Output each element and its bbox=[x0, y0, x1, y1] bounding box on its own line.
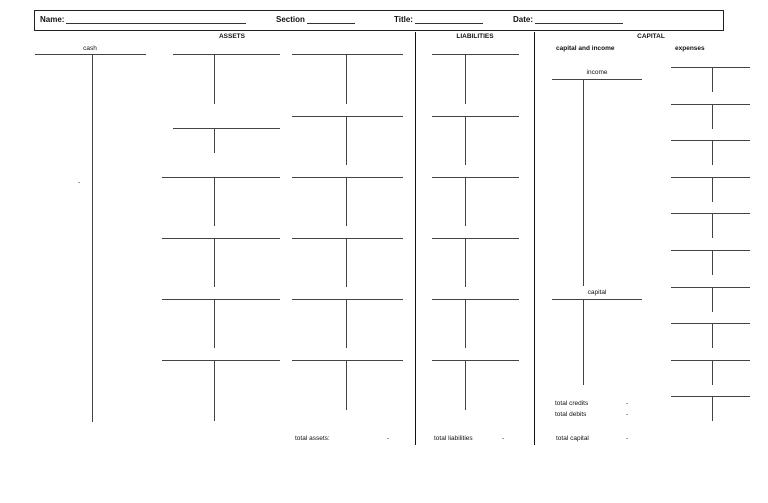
expense-account-rule bbox=[671, 140, 750, 141]
header-box bbox=[34, 10, 724, 31]
asset-account-divider bbox=[346, 177, 347, 226]
liability-account-rule bbox=[432, 238, 519, 239]
expense-account-rule bbox=[671, 323, 750, 324]
asset-account-rule bbox=[292, 360, 403, 361]
asset-account-rule bbox=[292, 116, 403, 117]
income-account-rule bbox=[552, 79, 642, 80]
total-capital-value[interactable]: - bbox=[626, 435, 629, 442]
liability-account-divider bbox=[465, 299, 466, 348]
total-debits-label: total debits bbox=[555, 411, 587, 418]
expense-account-divider bbox=[712, 140, 713, 165]
liabilities-heading: LIABILITIES bbox=[456, 33, 494, 40]
total-credits-value[interactable]: - bbox=[626, 400, 629, 407]
name-line[interactable] bbox=[66, 15, 246, 24]
liability-account-divider bbox=[465, 360, 466, 410]
cash-account-divider bbox=[92, 54, 93, 422]
expense-account-divider bbox=[712, 104, 713, 129]
section-line[interactable] bbox=[307, 15, 355, 24]
asset-account-rule bbox=[162, 299, 280, 300]
asset-account-divider bbox=[214, 177, 215, 226]
title-label: Title: bbox=[394, 15, 413, 24]
total-assets-label: total assets: bbox=[295, 435, 330, 442]
asset-account-divider bbox=[214, 360, 215, 421]
liability-account-divider bbox=[465, 238, 466, 287]
total-capital-label: total capital bbox=[556, 435, 589, 442]
cash-account-rule bbox=[35, 54, 146, 55]
asset-account-rule bbox=[162, 360, 280, 361]
asset-account-divider bbox=[214, 128, 215, 153]
liability-account-divider bbox=[465, 116, 466, 165]
cash-label: cash bbox=[83, 45, 97, 52]
capital-heading: CAPITAL bbox=[637, 33, 665, 40]
expense-account-rule bbox=[671, 104, 750, 105]
date-line[interactable] bbox=[535, 15, 623, 24]
capital-account-label: capital bbox=[587, 289, 607, 296]
asset-account-rule bbox=[162, 238, 280, 239]
liability-account-rule bbox=[432, 360, 519, 361]
expense-account-divider bbox=[712, 250, 713, 275]
assets-heading: ASSETS bbox=[218, 33, 245, 40]
asset-account-rule bbox=[162, 177, 280, 178]
date-label: Date: bbox=[513, 15, 534, 24]
expense-account-rule bbox=[671, 250, 750, 251]
expense-account-divider bbox=[712, 213, 713, 238]
expense-account-divider bbox=[712, 177, 713, 202]
asset-account-divider bbox=[214, 299, 215, 348]
expense-account-rule bbox=[671, 360, 750, 361]
asset-account-divider bbox=[346, 54, 347, 104]
name-field[interactable] bbox=[40, 15, 246, 24]
date-field[interactable] bbox=[513, 15, 623, 24]
assets-liabilities-divider bbox=[415, 32, 416, 445]
section-field[interactable] bbox=[276, 15, 355, 24]
expenses-label: expenses bbox=[675, 45, 705, 52]
section-label: Section bbox=[276, 15, 305, 24]
expense-account-rule bbox=[671, 177, 750, 178]
title-field[interactable] bbox=[394, 15, 483, 24]
expense-account-rule bbox=[671, 396, 750, 397]
income-account-divider bbox=[583, 79, 584, 286]
asset-account-divider bbox=[346, 299, 347, 348]
asset-account-rule bbox=[173, 54, 280, 55]
total-assets-value[interactable]: - bbox=[387, 435, 390, 442]
expense-account-divider bbox=[712, 287, 713, 312]
expense-account-divider bbox=[712, 396, 713, 421]
cash-entry-mark: - bbox=[78, 179, 81, 186]
income-label: income bbox=[586, 69, 608, 76]
asset-account-divider bbox=[346, 116, 347, 165]
capital-account-divider bbox=[583, 299, 584, 385]
asset-account-rule bbox=[292, 54, 403, 55]
asset-account-divider bbox=[214, 54, 215, 104]
expense-account-divider bbox=[712, 67, 713, 92]
total-liabilities-label: total liabilities bbox=[434, 435, 473, 442]
liability-account-divider bbox=[465, 54, 466, 104]
capital-and-income-label: capital and income bbox=[556, 45, 615, 52]
liability-account-rule bbox=[432, 116, 519, 117]
title-line[interactable] bbox=[415, 15, 483, 24]
liabilities-capital-divider bbox=[534, 32, 535, 445]
expense-account-rule bbox=[671, 67, 750, 68]
total-liabilities-value[interactable]: - bbox=[502, 435, 505, 442]
total-debits-value[interactable]: - bbox=[626, 411, 629, 418]
asset-account-rule bbox=[292, 238, 403, 239]
name-label: Name: bbox=[40, 15, 65, 24]
capital-account-rule bbox=[552, 299, 642, 300]
asset-account-divider bbox=[346, 360, 347, 410]
expense-account-divider bbox=[712, 323, 713, 348]
expense-account-rule bbox=[671, 287, 750, 288]
asset-account-divider bbox=[346, 238, 347, 287]
asset-account-rule bbox=[173, 128, 280, 129]
liability-account-rule bbox=[432, 177, 519, 178]
liability-account-rule bbox=[432, 54, 519, 55]
asset-account-rule bbox=[292, 177, 403, 178]
liability-account-divider bbox=[465, 177, 466, 226]
expense-account-divider bbox=[712, 360, 713, 385]
liability-account-rule bbox=[432, 299, 519, 300]
asset-account-rule bbox=[292, 299, 403, 300]
total-credits-label: total credits bbox=[555, 400, 589, 407]
asset-account-divider bbox=[214, 238, 215, 287]
expense-account-rule bbox=[671, 213, 750, 214]
